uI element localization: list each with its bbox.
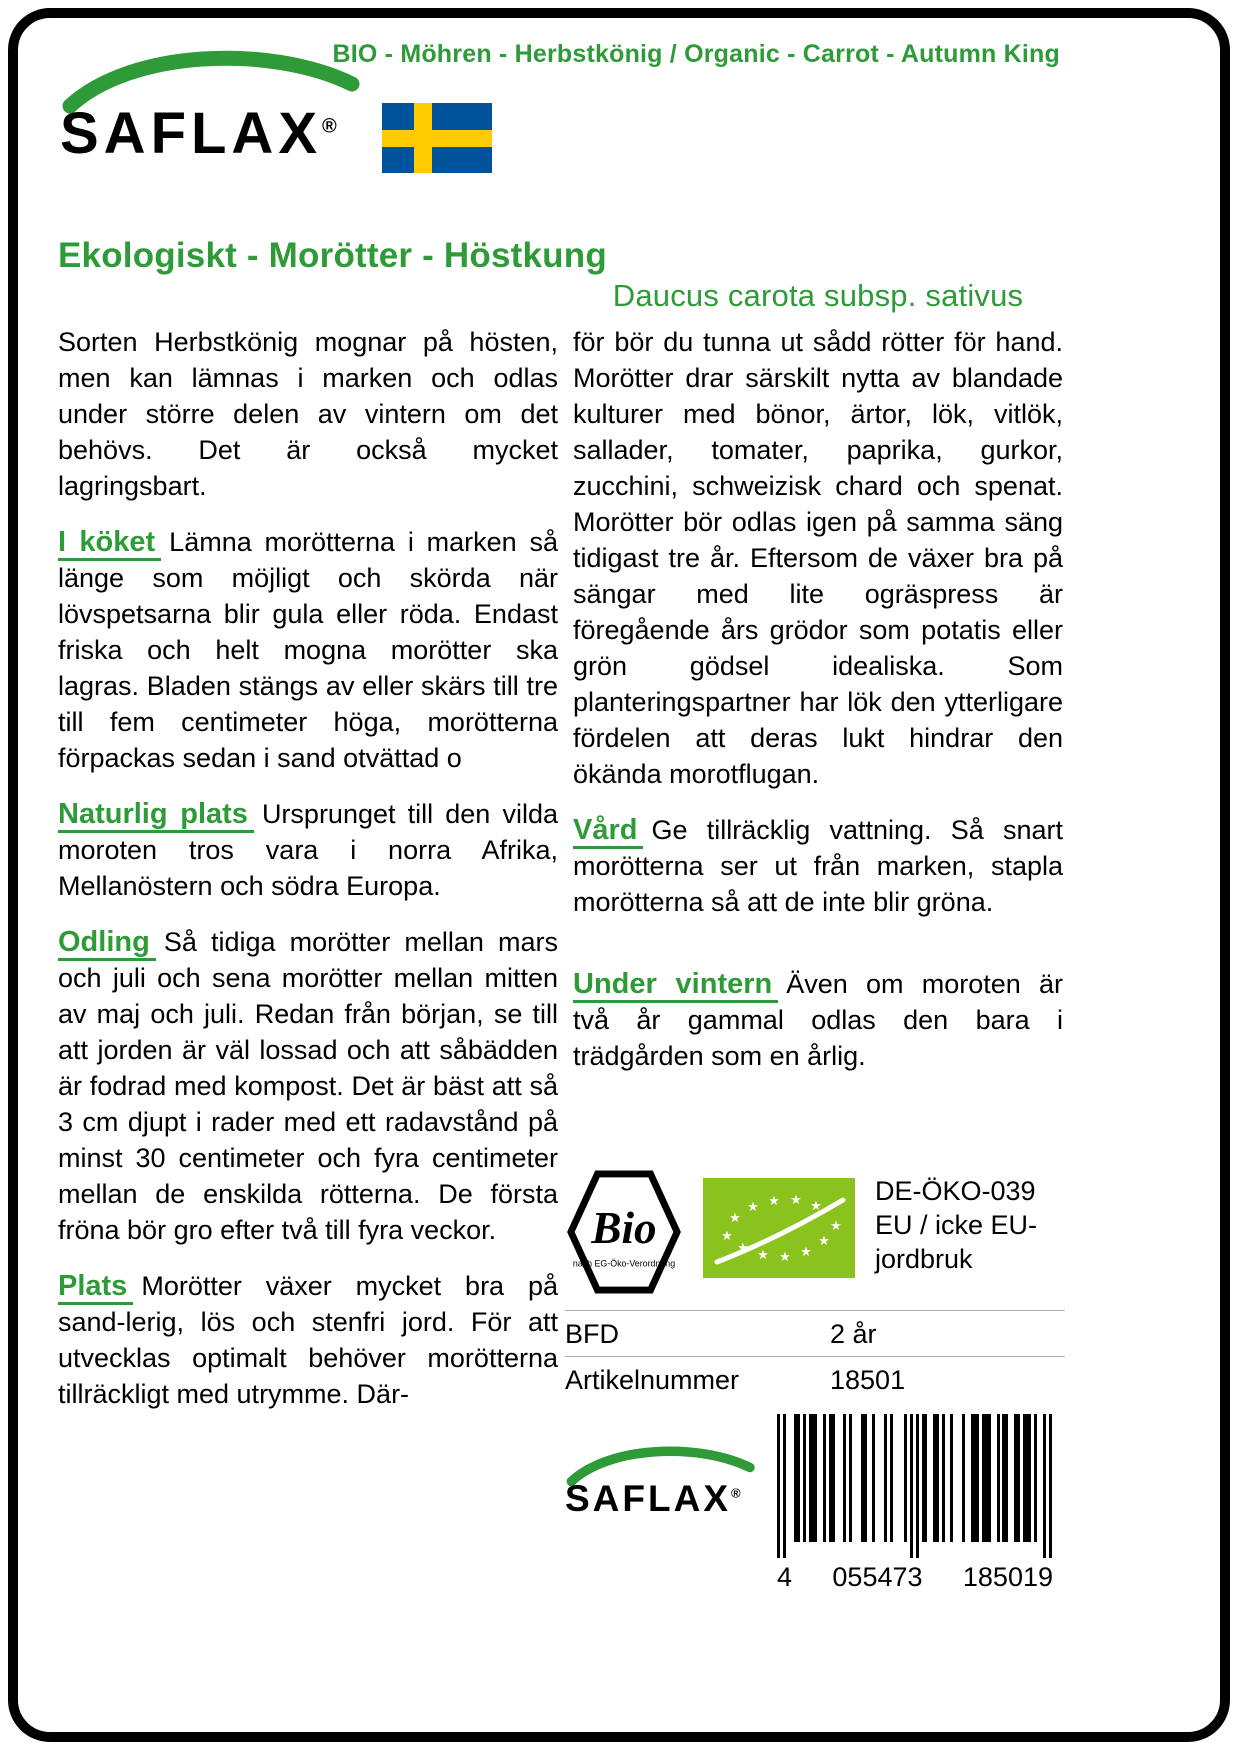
- section-text: Så tidiga morötter mellan mars och juli och sena morötter mellan mitten av maj och juli. Redan från början, se till att jorden är väl lossad och att såbädden är fodrad med kompost. Det är bäst att så 3 cm djupt i rader med ett radavstånd på minst 30 centimeter och fyra centimeter mellan de enskilda rötterna. De första fröna bör gro efter två till fyra veckor.: [58, 927, 558, 1245]
- left-column: [58, 324, 558, 1432]
- section-heading: Under vintern: [573, 968, 778, 1003]
- bio-seal-label: Bio: [591, 1202, 657, 1253]
- svg-text:★: ★: [721, 1228, 733, 1243]
- article-number-label: Artikelnummer: [565, 1365, 740, 1395]
- section-natural-place: [58, 796, 558, 904]
- registered-mark: ®: [731, 1485, 741, 1501]
- svg-text:★: ★: [830, 1218, 842, 1233]
- intro-paragraph: Sorten Herbstkönig mognar på hösten, men kan lämnas i marken och odlas under större delen av vintern om det behövs. Det är också mycket lagringsbart.: [58, 327, 558, 501]
- bfd-label: BFD: [565, 1319, 619, 1349]
- section-heading: Odling: [58, 926, 156, 961]
- brand-text: SAFLAX: [565, 1478, 731, 1519]
- sweden-flag-icon: [382, 103, 492, 173]
- svg-text:★: ★: [757, 1247, 769, 1262]
- section-heading: Vård: [573, 814, 643, 849]
- section-heading: Plats: [58, 1270, 133, 1305]
- info-table: [565, 1310, 1065, 1402]
- section-text: Morötter växer mycket bra på sand-lerig, lös och stenfri jord. För att utvecklas optimalt behöver morötterna tillräckligt med utrymme. Där-: [58, 1271, 558, 1409]
- cert-origin-line2: jordbruk: [875, 1244, 973, 1274]
- saflax-logo-small: [565, 1414, 765, 1520]
- section-cultivation: [58, 924, 558, 1248]
- barcode: [777, 1414, 1053, 1593]
- cert-origin-line1: EU / icke EU-: [875, 1210, 1038, 1240]
- svg-text:★: ★: [800, 1244, 812, 1259]
- section-text: Lämna morötterna i marken så länge som möjligt och skörda när lövspetsarna blir gula eller röda. Endast friska och helt mogna morötter ska lagras. Bladen stängs av eller skärs till tre till fem centimeter höga, morötterna förpackas sedan i sand otvättad o: [58, 527, 558, 773]
- svg-text:★: ★: [737, 1240, 749, 1255]
- svg-text:★: ★: [790, 1192, 802, 1207]
- brand-name-small: [565, 1478, 765, 1520]
- section-place: [58, 1268, 558, 1412]
- barcode-digit-group: 4: [777, 1562, 793, 1592]
- section-text: Ge tillräcklig vattning. Så snart morötterna ser ut från marken, stapla morötterna så att de inte blir gröna.: [573, 815, 1063, 917]
- section-kitchen: [58, 524, 558, 776]
- brand-text: SAFLAX: [60, 101, 322, 166]
- certification-text: [875, 1174, 1037, 1276]
- barcode-digits: [777, 1562, 1053, 1593]
- saflax-logo: [60, 44, 365, 167]
- svg-text:★: ★: [779, 1249, 791, 1264]
- article-number-value: 18501: [830, 1365, 906, 1395]
- bottom-info-block: [565, 1168, 1065, 1593]
- svg-text:★: ★: [818, 1233, 830, 1248]
- section-heading: Naturlig plats: [58, 798, 254, 833]
- flag-cross-horizontal: [382, 130, 492, 147]
- barcode-bars: [777, 1414, 1053, 1560]
- section-text: Även om moroten är två år gammal odlas den bara i trädgården som en årlig.: [573, 969, 1064, 1071]
- bio-seal-subline: nach EG-Öko-Verordnung: [572, 1258, 676, 1269]
- barcode-digit-group: 055473: [832, 1562, 923, 1592]
- product-line: BIO - Möhren - Herbstkönig / Organic - Carrot - Autumn King: [332, 40, 1060, 68]
- svg-text:★: ★: [810, 1198, 822, 1213]
- svg-text:★: ★: [747, 1199, 759, 1214]
- continuation-paragraph: för bör du tunna ut sådd rötter för hand. Morötter drar särskilt nytta av blandade kulturer med bönor, ärtor, lök, vitlök, sallader, tomater, paprika, gurkor, zucchini, schweizisk chard och spenat. Morötter bör odlas igen på samma säng tidigast tre år. Eftersom de växer bra på sängar med lite ogräspress är föregående års grödor som potatis eller grön gödsel idealiska. Som planteringspartner har lök den ytterligare fördelen att deras lukt hindrar den ökända morotflugan.: [573, 327, 1063, 789]
- bfd-row: [565, 1310, 1065, 1356]
- section-heading: I köket: [58, 526, 161, 561]
- right-column: [573, 278, 1063, 1094]
- section-winter: [573, 966, 1063, 1074]
- registered-mark: ®: [322, 115, 337, 138]
- barcode-digit-group: 185019: [962, 1562, 1053, 1592]
- section-text: Ursprunget till den vilda moroten tros vara i norra Afrika, Mellanöstern och södra Europa.: [58, 799, 558, 901]
- brand-name: [60, 100, 365, 167]
- latin-name: Daucus carota subsp. sativus: [612, 278, 1024, 313]
- certification-logos-row: [565, 1168, 1065, 1296]
- eu-organic-leaf-icon: [703, 1178, 855, 1278]
- page-title: Ekologiskt - Morötter - Höstkung: [58, 236, 607, 275]
- section-care: [573, 812, 1063, 920]
- brand-and-barcode-row: [565, 1414, 1065, 1593]
- bio-seal-icon: [565, 1168, 683, 1296]
- bfd-value: 2 år: [830, 1319, 877, 1349]
- svg-text:★: ★: [768, 1193, 780, 1208]
- svg-text:★: ★: [729, 1210, 741, 1225]
- article-number-row: [565, 1356, 1065, 1402]
- cert-code: DE-ÖKO-039: [875, 1176, 1036, 1206]
